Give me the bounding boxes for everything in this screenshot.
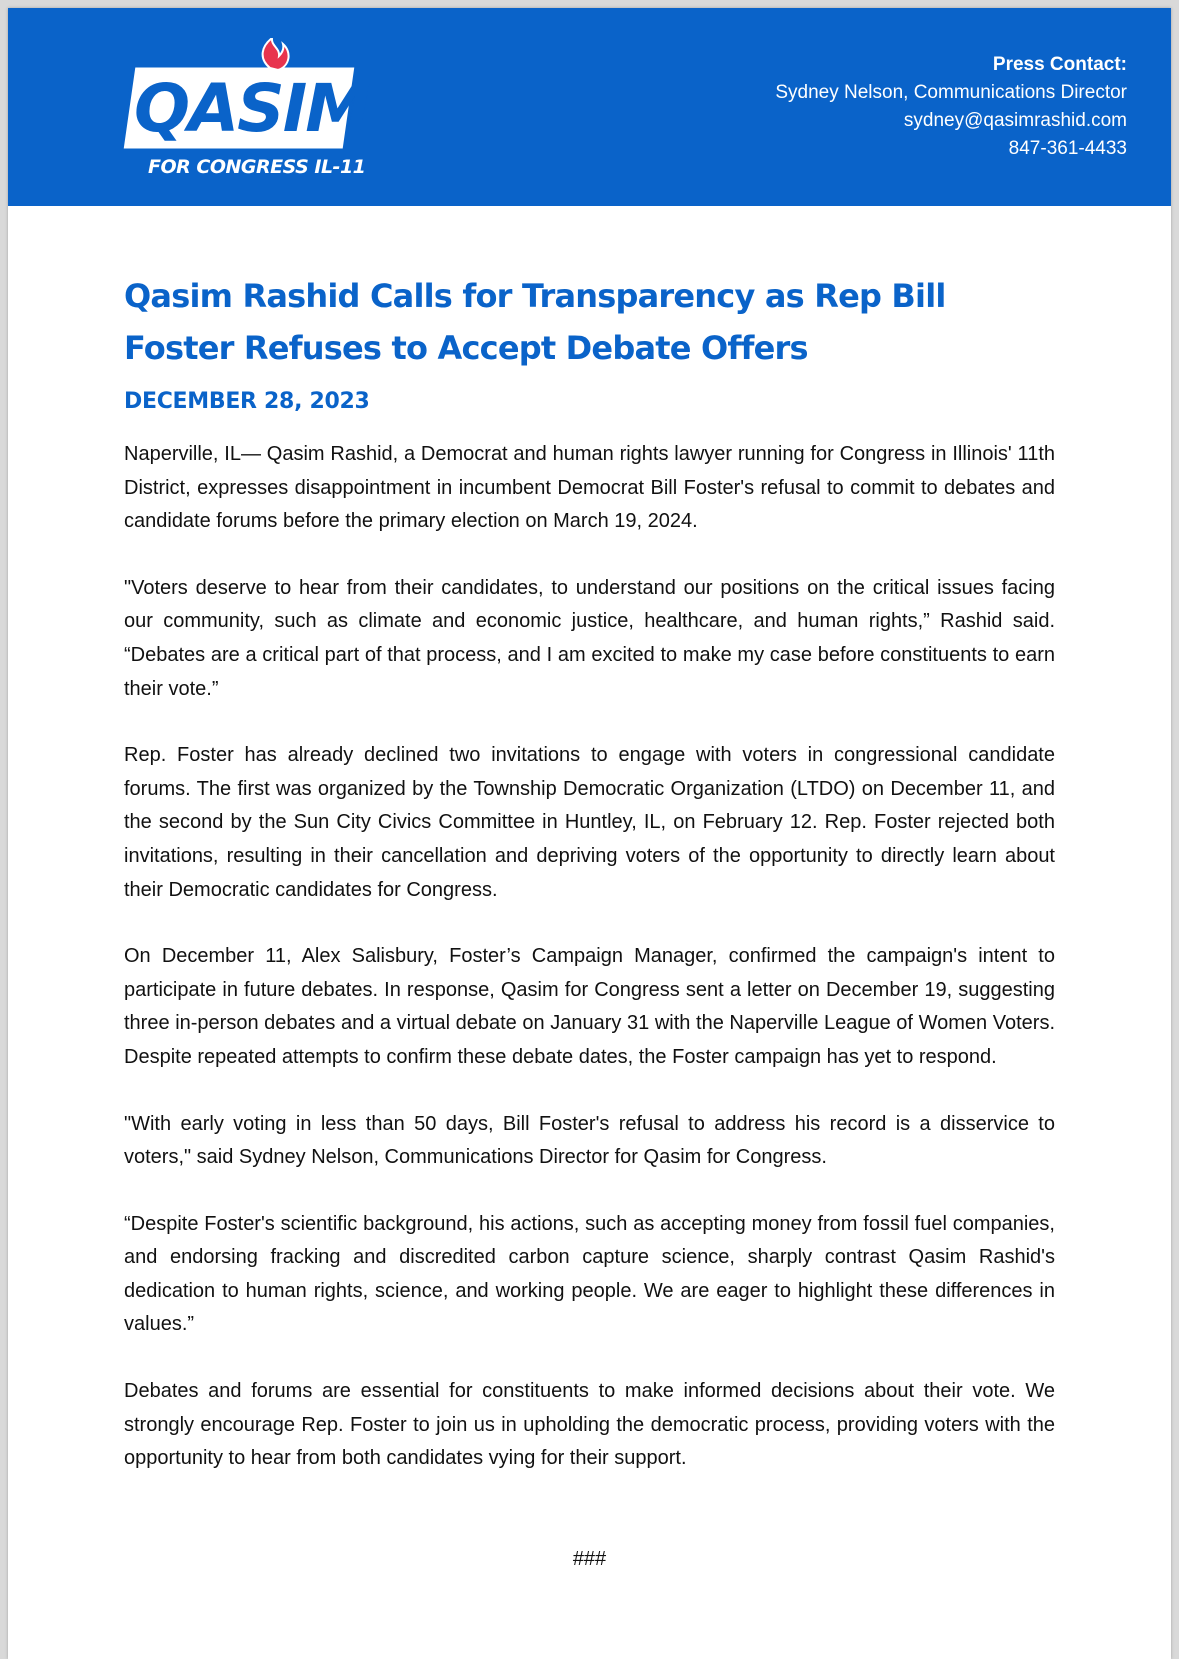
letterhead-banner (8, 8, 1171, 206)
body-paragraph: On December 11, Alex Salisbury, Foster’s Campaign Manager, confirmed the campaign's intent to participate in future debates. In response, Qasim for Congress sent a letter on December 19, suggesting three in-person debates and a virtual debate on January 31 with the Naperville League of Women Voters. Despite repeated attempts to confirm these debate dates, the Foster campaign has yet to respond. (124, 945, 1055, 1068)
body-paragraph: "With early voting in less than 50 days, Bill Foster's refusal to address his record is a disservice to voters," said Sydney Nelson, Communications Director for Qasim for Congress. (124, 1112, 1055, 1169)
press-contact-block (775, 51, 1127, 163)
body-paragraph: Debates and forums are essential for constituents to make informed decisions about their vote. We strongly encourage Rep. Foster to join us in upholding the democratic process, providing voters with the opportunity to hear from both candidates vying for their support. (124, 1380, 1055, 1470)
release-title: Qasim Rashid Calls for Transparency as Rep Bill Foster Refuses to Accept Debate Offers (124, 277, 946, 367)
body-paragraph: "Voters deserve to hear from their candidates, to understand our positions on the critical issues facing our community, such as climate and economic justice, healthcare, and human rights,” Rashid said. “Debates are a critical part of that process, and I am excited to make my case before constituents to earn their vote.” (124, 576, 1055, 700)
press-contact-name: Sydney Nelson, Communications Director (775, 82, 1127, 103)
body-paragraph: “Despite Foster's scientific background, his actions, such as accepting money from fossil fuel companies, and endorsing fracking and discredited carbon capture science, sharply contrast Qasim Rashid's dedication to human rights, science, and working people. We are eager to highlight these differences in values.” (124, 1212, 1055, 1336)
press-contact-email: sydney@qasimrashid.com (903, 110, 1127, 131)
release-date: DECEMBER 28, 2023 (124, 389, 370, 414)
body-paragraph: Naperville, IL— Qasim Rashid, a Democrat and human rights lawyer running for Congress in Illinois' 11th District, expresses disappointment in incumbent Democrat Bill Foster's refusal to commit to debates and candidate forums before the primary election on March 19, 2024. (124, 443, 1055, 533)
release-body (124, 438, 1055, 1509)
torch-flame-icon (263, 38, 289, 70)
campaign-logo (120, 38, 380, 188)
logo-tagline: FOR CONGRESS IL-11 (148, 156, 366, 178)
end-of-release-mark: ### (572, 1548, 607, 1570)
logo-wordmark: QASIM (134, 70, 369, 147)
press-contact-heading: Press Contact: (992, 54, 1127, 75)
body-paragraph: Rep. Foster has already declined two invitations to engage with voters in congressional candidate forums. The first was organized by the Township Democratic Organization (LTDO) on December 11, and the second by the Sun City Civics Committee in Huntley, IL, on February 12. Rep. Foster rejected both invitations, resulting in their cancellation and depriving voters of the opportunity to directly learn about their Democratic candidates for Congress. (124, 744, 1055, 901)
press-contact-phone: 847-361-4433 (1008, 138, 1127, 159)
press-release-page (8, 8, 1171, 1659)
